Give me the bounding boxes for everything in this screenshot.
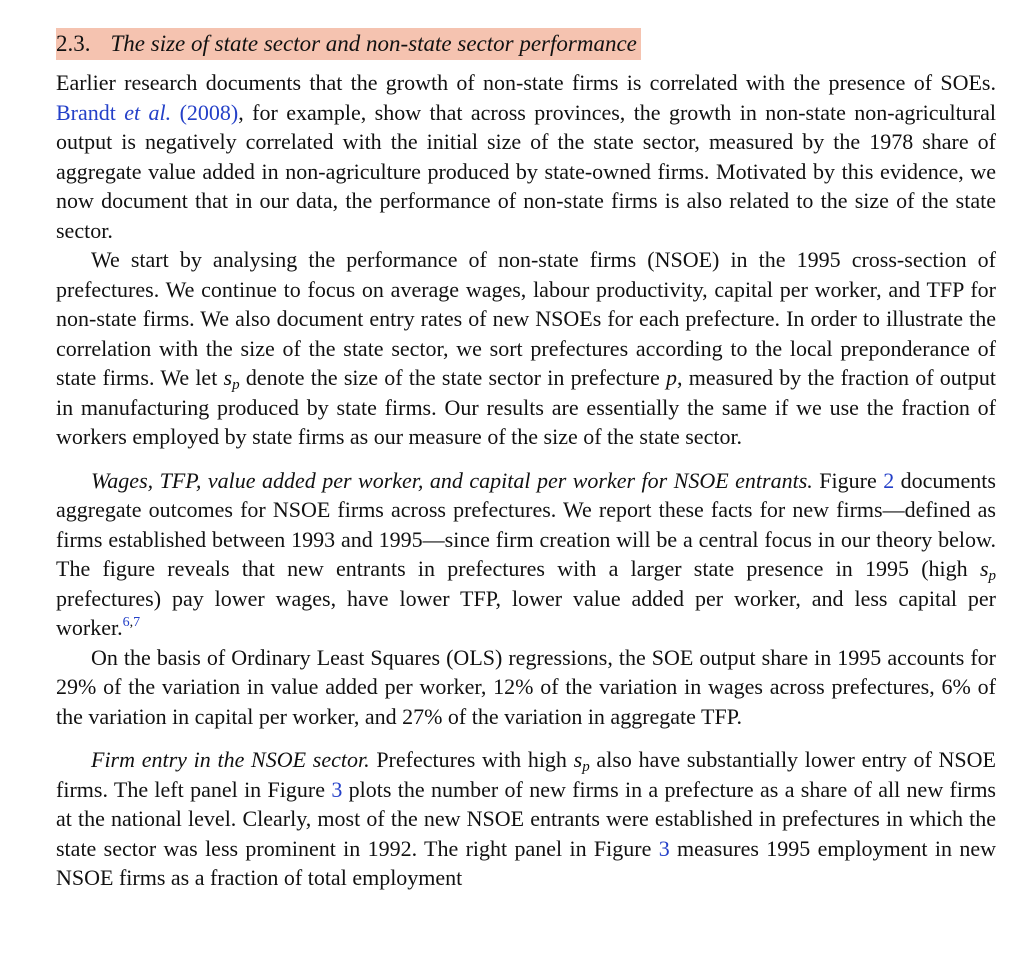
p2-text-1: We start by analysing the performance of non-state firms (NSOE) in the 1995 cross-section of prefectures. We continue to focus on average wages, labour productivity, capital per worker, and TFP for non-state firms. We also document entry rates of new NSOEs for each prefecture. In order to illustrate the correlation with the size of the state sector, we sort prefectures according to the local preponderance of state firms. We let <box>56 247 996 390</box>
paper-page <box>56 28 996 893</box>
paragraph-5: Firm entry in the NSOE sector. Prefectures with high $s_p$ also have substantially lower entry of NSOE firms. The left panel in Figure 3 plots the number of new firms in a prefecture as a share of all new firms at the national level. Clearly, most of the new NSOE entrants were established in prefectures in which the state sector was less prominent in 1992. The right panel in Figure 3 measures 1995 employment in new NSOE firms as a fraction of total employment <box>56 747 996 890</box>
math-s-p: $s_p$ <box>979 556 996 584</box>
footnote-7-link[interactable]: 7 <box>133 615 141 630</box>
p2-text-3: , measured by the fraction of output in manufacturing produced by state firms. Our results are essentially the same if we use the fraction of workers employed by state firms as our measure of the size of the state sector. <box>56 365 996 449</box>
paragraph-1 <box>56 68 996 245</box>
math-s-p: $s_p$ <box>573 747 590 775</box>
footnote-6-link[interactable]: 6 <box>122 615 130 630</box>
p5-text-2: also have substantially lower entry of NSOE firms. The left panel in Figure <box>56 747 996 802</box>
figure-2-link[interactable]: 2 <box>883 467 895 493</box>
p3-lead-heading: Wages, TFP, value added per worker, and capital per worker for NSOE entrants. <box>91 467 813 493</box>
section-number: 2.3. <box>56 31 91 56</box>
figure-3-link[interactable]: 3 <box>331 776 343 802</box>
figure-3-link[interactable]: 3 <box>658 835 670 861</box>
footnote-refs: 6,7 <box>122 615 141 630</box>
section-title: The size of state sector and non-state sector performance <box>110 31 637 56</box>
p1-text-1: Earlier research documents that the growth of non-state firms is correlated with the presence of SOEs. <box>56 70 996 95</box>
citation-link-brandt[interactable]: Brandt et al. (2008) <box>56 99 239 125</box>
p1-text-2: , for example, show that across provinces, the growth in non-state non-agricultural output is negatively correlated with the initial size of the state sector, measured by the 1978 share of aggregate value added in non-agriculture produced by state-owned firms. Motivated by this evidence, we now document that in our data, the performance of non-state firms is also related to the size of the state sector. <box>56 99 996 243</box>
paragraph-2 <box>56 245 996 452</box>
section-heading <box>56 28 641 60</box>
paragraph-4 <box>56 643 996 732</box>
p5-lead-heading: Firm entry in the NSOE sector. <box>91 747 370 772</box>
p3-text-3: prefectures) pay lower wages, have lower TFP, lower value added per worker, and less capital per worker. <box>56 585 996 640</box>
p5-text-4: measures 1995 employment in new NSOE firms as a fraction of total employment <box>56 835 996 890</box>
p2-text-2: denote the size of the state sector in prefecture <box>239 365 666 390</box>
p5-text-3: plots the number of new firms in a prefecture as a share of all new firms at the national level. Clearly, most of the new NSOE entrants were established in prefectures in which the state sector was less prominent in 1992. The right panel in Figure <box>56 776 996 861</box>
p3-text-2: documents aggregate outcomes for NSOE firms across prefectures. We report these facts for new firms—defined as firms established between 1993 and 1995—since firm creation will be a central focus in our theory below. The figure reveals that new entrants in prefectures with a larger state presence in 1995 (high <box>56 467 996 581</box>
math-p: p <box>665 365 677 390</box>
paragraph-3: Wages, TFP, value added per worker, and capital per worker for NSOE entrants. Figure 2 documents aggregate outcomes for NSOE firms across prefectures. We report these facts for new firms—defined as firms established between 1993 and 1995—since firm creation will be a central focus in our theory below. The figure reveals that new entrants in prefectures with a larger state presence in 1995 (high $s_p$ prefectures) pay lower wages, have lower TFP, lower value added per worker, and less capital per worker.$^{6,7}$ <box>56 467 996 640</box>
math-s-p: $s_p$ <box>223 365 240 393</box>
p4-text-1: On the basis of Ordinary Least Squares (OLS) regressions, the SOE output share in 1995 accounts for 29% of the variation in value added per worker, 12% of the variation in wages across prefectures, 6% of the variation in capital per worker, and 27% of the variation in aggregate TFP. <box>56 644 996 729</box>
